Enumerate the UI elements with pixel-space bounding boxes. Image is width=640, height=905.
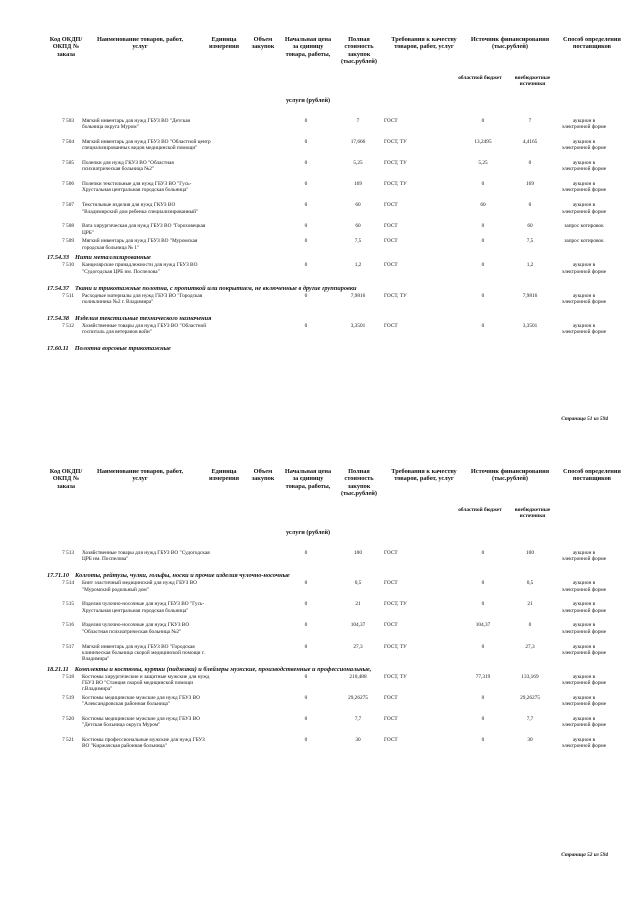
quality-requirements: ГОСТ xyxy=(384,238,398,245)
table-row xyxy=(0,601,640,622)
item-name: Полепки для нужд ГКУЗ ВО "Областная психиатрическая больница №2" xyxy=(82,160,174,173)
quality-requirements: ГОСТ xyxy=(384,323,398,330)
order-number: 7 508 xyxy=(62,223,74,230)
item-name: Мягкий инвентарь для нужд ГБУЗ ВО "Городская клиническая больница скорой медицинской помощи г. Владимира" xyxy=(82,643,205,662)
procurement-method: аукцион в электронной форме xyxy=(561,118,607,131)
procurement-method: аукцион в электронной форме xyxy=(561,292,607,305)
col-source-regional-header: областной бюджет xyxy=(458,75,502,81)
total-cost: 0,5 xyxy=(354,580,362,587)
item-name: Расходные материалы для нужд ГБУЗ ВО "Городская поликлиника №2 г. Владимира" xyxy=(82,292,203,305)
total-cost: 60 xyxy=(355,202,361,209)
regional-budget: 13,2495 xyxy=(474,139,492,146)
table-row xyxy=(0,118,640,139)
group-title: Колготы, рейтузы, чулки, гольфы, носки и прочие изделия чулочно-носочные xyxy=(75,572,290,580)
procurement-method: запрос котировок xyxy=(564,223,604,230)
quality-requirements: ГОСТ xyxy=(384,262,398,269)
item-name: Изделия чулочно-носочные для нужд ГБУЗ ВО "Гусь-Хрустальная центральная городская больница" xyxy=(82,601,205,614)
total-cost: 27,3 xyxy=(353,643,363,650)
regional-budget: 0 xyxy=(481,694,485,701)
external-sources: 4,4165 xyxy=(522,139,538,146)
regional-budget: 0 xyxy=(481,238,485,245)
item-name: Мягкий инвентарь для нужд ГБУЗ ВО "Областной центр специализированных видов медицинской помощи" xyxy=(82,139,211,152)
unit-price: 0 xyxy=(304,323,308,330)
regional-budget: 0 xyxy=(481,716,485,723)
table-header xyxy=(0,466,640,551)
group-heading xyxy=(0,315,640,322)
total-cost: 30 xyxy=(355,737,361,744)
regional-budget: 0 xyxy=(481,737,485,744)
table-header xyxy=(0,34,640,119)
regional-budget: 0 xyxy=(481,181,485,188)
quality-requirements: ГОСТ, ТУ xyxy=(384,160,407,167)
procurement-method: аукцион в электронной форме xyxy=(561,262,607,275)
table-row xyxy=(0,695,640,716)
procurement-method: аукцион в электронной форме xyxy=(561,694,607,708)
col-price-header: Начальная цена за единицу товара, работы, xyxy=(284,468,332,490)
item-name: Костюмы профессиональные мужские для нужд ГБУЗ ВО "Киржачская районная больница" xyxy=(82,737,205,750)
table-row xyxy=(0,550,640,571)
item-name: Костюмы медицинские мужские для нужд ГБУЗ ВО "Детская больница округа Муром" xyxy=(82,716,200,729)
col-price-header: Начальная цена за единицу товара, работы, xyxy=(284,36,332,58)
table-row xyxy=(0,160,640,181)
item-name: Костюмы хирургические и защитные мужские для нужд ГБУЗ ВО "Станция скорой медицинской помощи г.Владимира" xyxy=(82,673,210,693)
table-row xyxy=(0,223,640,238)
unit-price: 0 xyxy=(304,139,308,146)
group-heading xyxy=(0,285,640,292)
item-name: Бинт эластичный медицинский для нужд ГБУЗ ВО "Муромский родильный дом" xyxy=(82,580,197,593)
quality-requirements: ГОСТ, ТУ xyxy=(384,601,407,608)
table-row xyxy=(0,674,640,695)
order-number: 7 518 xyxy=(62,673,74,680)
procurement-method: запрос котировок xyxy=(564,238,604,245)
order-number: 7 516 xyxy=(62,622,74,629)
unit-price: 0 xyxy=(304,622,308,629)
unit-price: 0 xyxy=(304,160,308,167)
col-source-external-header: внебюджетные источники xyxy=(514,507,551,519)
order-number: 7 519 xyxy=(62,694,74,701)
total-cost: 17,666 xyxy=(350,139,366,146)
col-name-header: Наименование товаров, работ, услуг xyxy=(96,468,184,483)
table-row xyxy=(0,323,640,344)
group-code: 17.54.37 xyxy=(47,284,70,292)
external-sources: 30 xyxy=(527,737,533,744)
external-sources: 0,5 xyxy=(526,580,534,587)
quality-requirements: ГОСТ, ТУ xyxy=(384,673,407,680)
quality-requirements: ГОСТ xyxy=(384,118,398,124)
total-cost: 60 xyxy=(355,223,361,230)
group-code: 17.60.11 xyxy=(47,345,69,353)
col-source-regional-header: областной бюджет xyxy=(458,507,502,513)
unit-price: 0 xyxy=(304,694,308,701)
col-price-sub-header: услуги (рублей) xyxy=(285,97,331,104)
col-unit-header: Единица измерения xyxy=(208,36,240,51)
unit-price: 0 xyxy=(304,181,308,188)
unit-price: 0 xyxy=(304,223,308,230)
group-code: 17.54.38 xyxy=(47,314,70,322)
unit-price: 0 xyxy=(304,202,308,209)
total-cost: 169 xyxy=(354,181,362,188)
regional-budget: 0 xyxy=(481,643,485,650)
order-number: 7 505 xyxy=(62,160,74,167)
external-sources: 7,9816 xyxy=(522,292,538,299)
procurement-method: аукцион в электронной форме xyxy=(561,716,607,729)
item-name: Вата хирургическая для нужд ГБУЗ ВО "Гороховецкая ЦРБ" xyxy=(82,223,206,236)
total-cost: 29,26275 xyxy=(348,694,368,701)
regional-budget: 0 xyxy=(481,118,485,124)
order-number: 7 504 xyxy=(62,139,74,146)
external-sources: 7 xyxy=(528,118,532,124)
col-source-external-header: внебюджетные источники xyxy=(514,75,551,87)
col-req-header: Требования к качеству товаров, работ, услуг xyxy=(391,36,457,51)
col-source-header: Источник финансирования (тыс.рублей) xyxy=(470,36,550,51)
table-row xyxy=(0,293,640,314)
procurement-method: аукцион в электронной форме xyxy=(561,737,607,750)
unit-price: 0 xyxy=(304,292,308,299)
col-cost-header: Полная стоимость закупок (тыс.рублей) xyxy=(340,468,377,497)
unit-price: 0 xyxy=(304,716,308,723)
quality-requirements: ГОСТ xyxy=(384,622,398,629)
table-row xyxy=(0,202,640,223)
quality-requirements: ГОСТ xyxy=(384,716,398,723)
col-price-sub-header: услуги (рублей) xyxy=(285,529,331,536)
procurement-method: аукцион в электронной форме xyxy=(561,139,607,152)
external-sources: 7,7 xyxy=(526,716,534,723)
external-sources: 3,3501 xyxy=(522,323,538,330)
external-sources: 133,169 xyxy=(521,673,539,680)
external-sources: 1,2 xyxy=(526,262,534,269)
quality-requirements: ГОСТ xyxy=(384,694,398,701)
order-number: 7 521 xyxy=(62,737,74,744)
total-cost: 5,25 xyxy=(353,160,363,167)
procurement-method: аукцион в электронной форме xyxy=(561,643,607,656)
external-sources: 0 xyxy=(528,622,532,629)
quality-requirements: ГОСТ, ТУ xyxy=(384,292,407,299)
order-number: 7 510 xyxy=(62,262,74,269)
group-heading xyxy=(0,345,640,352)
procurement-method: аукцион в электронной форме xyxy=(561,580,607,593)
total-cost: 100 xyxy=(354,550,362,556)
table-row xyxy=(0,737,640,758)
table-row xyxy=(0,644,640,665)
external-sources: 169 xyxy=(526,181,534,188)
quality-requirements: ГОСТ xyxy=(384,550,398,556)
order-number: 7 503 xyxy=(62,118,74,124)
regional-budget: 0 xyxy=(481,601,485,608)
group-code: 18.21.11 xyxy=(47,665,69,673)
procurement-method: аукцион в электронной форме xyxy=(561,160,607,173)
quality-requirements: ГОСТ, ТУ xyxy=(384,139,407,146)
table-row xyxy=(0,622,640,643)
item-name: Хозяйственные товары для нужд ГБУЗ ВО "Судогодская ЦРБ им. Поспелова" xyxy=(82,550,210,563)
group-heading xyxy=(0,254,640,261)
unit-price: 0 xyxy=(304,601,308,608)
external-sources: 0 xyxy=(528,160,532,167)
regional-budget: 0 xyxy=(481,292,485,299)
external-sources: 0 xyxy=(528,202,532,209)
table-body xyxy=(0,118,640,353)
regional-budget: 0 xyxy=(481,262,485,269)
order-number: 7 517 xyxy=(62,643,74,650)
external-sources: 100 xyxy=(526,550,534,556)
total-cost: 7,5 xyxy=(354,238,362,245)
item-name: Текстильные изделия для нужд ГКУЗ ВО "Владимирский дом ребенка специализированный" xyxy=(82,202,199,215)
table-row xyxy=(0,580,640,601)
external-sources: 7,5 xyxy=(526,238,534,245)
col-unit-header: Единица измерения xyxy=(208,468,240,483)
total-cost: 7,7 xyxy=(354,716,362,723)
group-title: Нити металлизированные xyxy=(75,254,151,262)
group-title: Комплекты и костюмы, куртки (пиджаки) и блейзеры мужские, производственные и профессиональные, xyxy=(74,665,372,673)
order-number: 7 511 xyxy=(62,292,74,299)
quality-requirements: ГОСТ xyxy=(384,580,398,587)
page-footer: Страница 52 из 594 xyxy=(561,852,608,858)
unit-price: 0 xyxy=(304,238,308,245)
table-row xyxy=(0,139,640,160)
col-code-header: Код ОКДП/ ОКПД № заказа xyxy=(49,468,83,490)
order-number: 7 520 xyxy=(62,716,74,723)
quality-requirements: ГОСТ xyxy=(384,737,398,744)
total-cost: 21 xyxy=(355,601,361,608)
regional-budget: 0 xyxy=(481,223,485,230)
total-cost: 3,3501 xyxy=(350,323,366,330)
regional-budget: 77,319 xyxy=(475,673,491,680)
total-cost: 210,488 xyxy=(349,673,367,680)
group-title: Полотна ворсовые трикотажные xyxy=(74,345,171,353)
group-heading xyxy=(0,572,640,579)
regional-budget: 104,37 xyxy=(475,622,491,629)
total-cost: 7,9816 xyxy=(350,292,366,299)
quality-requirements: ГОСТ, ТУ xyxy=(384,643,407,650)
group-heading xyxy=(0,666,640,673)
table-row xyxy=(0,181,640,202)
quality-requirements: ГОСТ xyxy=(384,202,398,209)
order-number: 7 514 xyxy=(62,580,74,587)
group-code: 17.71.10 xyxy=(47,572,70,580)
procurement-method: аукцион в электронной форме xyxy=(561,601,607,614)
item-name: Мягкий инвентарь для нужд ГБУЗ ВО "Муромская городская больница № 1" xyxy=(82,238,198,251)
external-sources: 29,26275 xyxy=(520,694,540,701)
col-volume-header: Объем закупок xyxy=(251,36,275,51)
order-number: 7 513 xyxy=(62,550,74,556)
col-cost-header: Полная стоимость закупок (тыс.рублей) xyxy=(340,36,377,65)
unit-price: 0 xyxy=(304,737,308,744)
page-footer: Страница 51 из 594 xyxy=(561,416,608,422)
unit-price: 0 xyxy=(304,580,308,587)
order-number: 7 512 xyxy=(62,323,74,330)
col-source-header: Источник финансирования (тыс.рублей) xyxy=(470,468,550,483)
procurement-method: аукцион в электронной форме xyxy=(561,550,607,563)
col-volume-header: Объем закупок xyxy=(251,468,275,483)
external-sources: 21 xyxy=(527,601,533,608)
table-body xyxy=(0,550,640,758)
unit-price: 0 xyxy=(304,673,308,680)
external-sources: 60 xyxy=(527,223,533,230)
col-req-header: Требования к качеству товаров, работ, услуг xyxy=(391,468,457,483)
procurement-method: аукцион в электронной форме xyxy=(561,673,607,687)
item-name: Мягкий инвентарь для нужд ГБУЗ ВО "Детская больница округа Муром" xyxy=(82,118,190,131)
table-row xyxy=(0,238,640,253)
quality-requirements: ГОСТ, ТУ xyxy=(384,181,407,188)
regional-budget: 0 xyxy=(481,550,485,556)
procurement-method: аукцион в электронной форме xyxy=(561,622,607,635)
regional-budget: 0 xyxy=(481,580,485,587)
unit-price: 0 xyxy=(304,550,308,556)
group-title: Ткани и трикотажные полотна, с пропиткой или покрытием, не включенные в другие группировки xyxy=(75,284,357,292)
procurement-method: аукцион в электронной форме xyxy=(561,202,607,215)
unit-price: 0 xyxy=(304,262,308,269)
unit-price: 0 xyxy=(304,118,308,124)
table-row xyxy=(0,716,640,737)
col-method-header: Способ определения поставщиков xyxy=(563,468,621,483)
regional-budget: 5,25 xyxy=(478,160,488,167)
item-name: Канцелярские принадлежности для нужд ГБУЗ ВО "Судогодская ЦРБ им. Поспелова" xyxy=(82,262,198,275)
group-code: 17.54.33 xyxy=(47,254,70,262)
col-method-header: Способ определения поставщиков xyxy=(563,36,621,51)
unit-price: 0 xyxy=(304,643,308,650)
total-cost: 104,37 xyxy=(350,622,366,629)
col-name-header: Наименование товаров, работ, услуг xyxy=(96,36,184,51)
item-name: Полепки текстильные для нужд ГБУЗ ВО "Гусь-Хрустальная центральная городская больница" xyxy=(82,181,192,194)
order-number: 7 509 xyxy=(62,238,74,245)
quality-requirements: ГОСТ xyxy=(384,223,398,230)
regional-budget: 0 xyxy=(481,323,485,330)
table-row xyxy=(0,262,640,283)
order-number: 7 507 xyxy=(62,202,74,209)
order-number: 7 515 xyxy=(62,601,74,608)
regional-budget: 60 xyxy=(480,202,486,209)
col-code-header: Код ОКДП/ ОКПД № заказа xyxy=(49,36,83,58)
external-sources: 27,3 xyxy=(525,643,535,650)
total-cost: 7 xyxy=(356,118,360,124)
total-cost: 1,2 xyxy=(354,262,362,269)
procurement-method: аукцион в электронной форме xyxy=(561,181,607,194)
group-title: Изделия текстильные технического назначения xyxy=(75,314,212,322)
item-name: Костюмы медицинские мужские для нужд ГБУЗ ВО "Александровская районная больница" xyxy=(82,694,200,708)
order-number: 7 506 xyxy=(62,181,74,188)
item-name: Изделия чулочно-носочные для нужд ГКУЗ ВО "Областная психиатрическая больница №2" xyxy=(82,622,190,635)
item-name: Хозяйственные товары для нужд ГБУЗ ВО "Областной госпиталь для ветеранов войн" xyxy=(82,323,207,336)
procurement-method: аукцион в электронной форме xyxy=(561,323,607,336)
